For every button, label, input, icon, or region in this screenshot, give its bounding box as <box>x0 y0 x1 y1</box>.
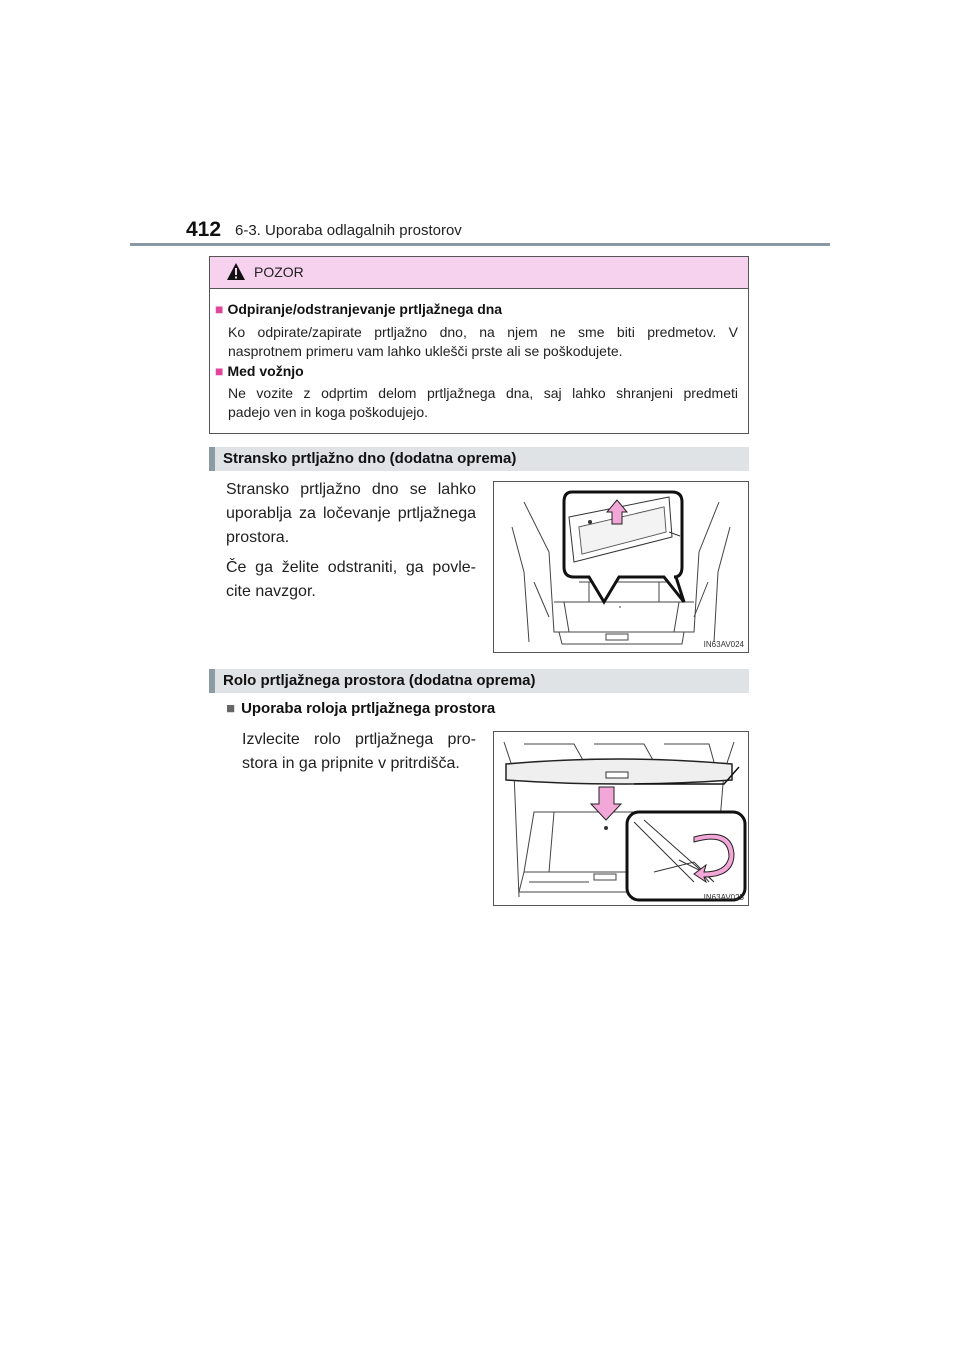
tonneau-cover-illustration <box>494 732 748 905</box>
paragraph: Stransko prtljažno dno se lahko uporablja za ločevanje prtljažnega prostora. <box>226 481 476 546</box>
paragraph: Če ga želite odstraniti, ga povle- cite navzgor. <box>226 559 476 600</box>
warning-triangle-icon <box>226 262 246 282</box>
figure-code: IN63AV024 <box>703 640 744 649</box>
bullet-square-icon: ■ <box>226 700 236 717</box>
warning-header <box>210 257 748 289</box>
figure-tonneau-cover <box>493 731 749 906</box>
section-heading: Stransko prtljažno dno (dodatna oprema) <box>223 450 517 467</box>
subheading: ■ Uporaba roloja prtljažnega prostora <box>226 700 496 717</box>
page-number: 412 <box>186 218 222 241</box>
header-rule <box>130 243 830 246</box>
section-heading: Rolo prtljažnega prostora (dodatna oprema) <box>223 672 536 689</box>
warning-item-body: Ne vozite z odprtim delom prtljažnega dna, saj lahko shranjeni predmeti padejo ven in koga poškodujejo. <box>228 385 738 420</box>
paragraph: Izvlecite rolo prtljažnega pro- stora in ga pripnite v pritrdišča. <box>242 731 476 772</box>
warning-item-body: Ko odpirate/zapirate prtljažno dno, na njem ne sme biti predmetov. V nasprotnem primeru vam lahko uklešči prste ali se poškodujete. <box>228 324 738 359</box>
bullet-square-icon: ■ <box>215 363 224 379</box>
bullet-square-icon: ■ <box>215 301 224 317</box>
warning-label: POZOR <box>254 264 304 280</box>
warning-box <box>209 256 749 434</box>
section-title: 6-3. Uporaba odlagalnih prostorov <box>235 222 462 239</box>
section-heading-bar <box>209 669 749 693</box>
section-heading-bar <box>209 447 749 471</box>
figure-code: IN63AV025 <box>703 893 744 902</box>
luggage-area-illustration <box>494 482 748 652</box>
figure-side-floor <box>493 481 749 653</box>
warning-item-title: ■ Odpiranje/odstranjevanje prtljažnega dna <box>215 301 503 317</box>
warning-item-title: ■ Med vožnjo <box>215 363 304 379</box>
